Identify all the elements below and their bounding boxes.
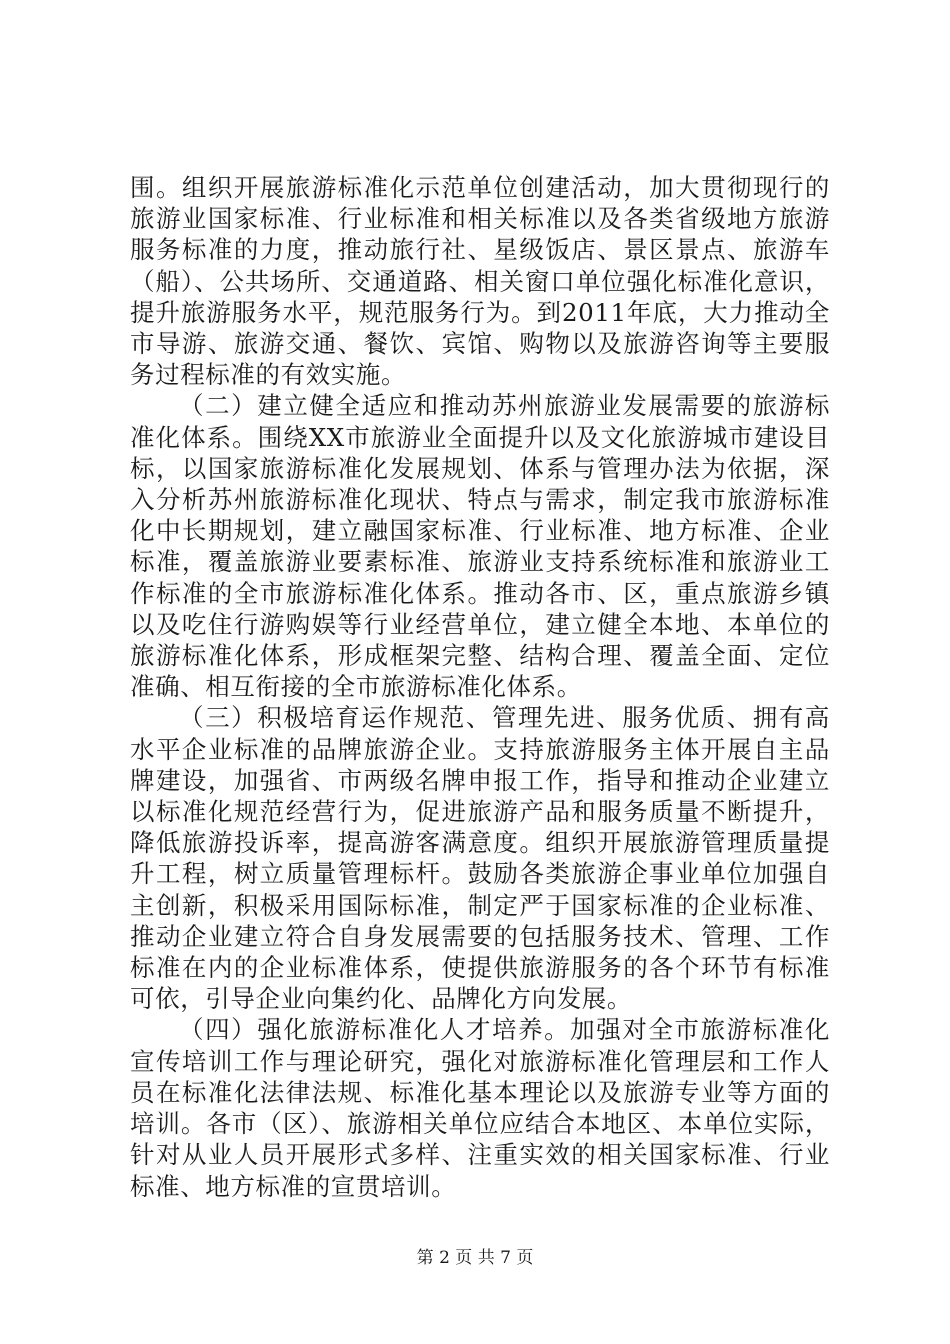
- paragraph-2-tourism-standard-system: （二）建立健全适应和推动苏州旅游业发展需要的旅游标准化体系。围绕XX市旅游业全面提升以及文化旅游城市建设目标，以国家旅游标准化发展规划、体系与管理办法为依据，深入分析苏州旅游标准化现状、特点与需求，制定我市旅游标准化中长期规划，建立融国家标准、行业标准、地方标准、企业标准，覆盖旅游业要素标准、旅游业支持系统标准和旅游业工作标准的全市旅游标准化体系。推动各市、区，重点旅游乡镇以及吃住行游购娱等行业经营单位，建立健全本地、本单位的旅游标准化体系，形成框架完整、结构合理、覆盖全面、定位准确、相互衔接的全市旅游标准化体系。: [130, 391, 830, 702]
- paragraph-1: 围。组织开展旅游标准化示范单位创建活动，加大贯彻现行的旅游业国家标准、行业标准和相关标准以及各类省级地方旅游服务标准的力度，推动旅行社、星级饭店、景区景点、旅游车（船）、公共场所、交通道路、相关窗口单位强化标准化意识，提升旅游服务水平，规范服务行为。到2011年底，大力推动全市导游、旅游交通、餐饮、宾馆、购物以及旅游咨询等主要服务过程标准的有效实施。: [130, 173, 830, 390]
- document-body: [130, 172, 830, 1202]
- paragraph-3-brand-enterprises: （三）积极培育运作规范、管理先进、服务优质、拥有高水平企业标准的品牌旅游企业。支持旅游服务主体开展自主品牌建设，加强省、市两级名牌申报工作，指导和推动企业建立以标准化规范经营行为，促进旅游产品和服务质量不断提升，降低旅游投诉率，提高游客满意度。组织开展旅游管理质量提升工程，树立质量管理标杆。鼓励各类旅游企事业单位加强自主创新，积极采用国际标准，制定严于国家标准的企业标准、推动企业建立符合自身发展需要的包括服务技术、管理、工作标准在内的企业标准体系，使提供旅游服务的各个环节有标准可依，引导企业向集约化、品牌化方向发展。: [130, 703, 830, 1014]
- paragraph-4-talent-training: （四）强化旅游标准化人才培养。加强对全市旅游标准化宣传培训工作与理论研究，强化对旅游标准化管理层和工作人员在标准化法律法规、标准化基本理论以及旅游专业等方面的培训。各市（区）、旅游相关单位应结合本地区、本单位实际，针对从业人员开展形式多样、注重实效的相关国家标准、行业标准、地方标准的宣贯培训。: [130, 1015, 830, 1201]
- page-number-footer: 第 2 页 共 7 页: [416, 1248, 534, 1268]
